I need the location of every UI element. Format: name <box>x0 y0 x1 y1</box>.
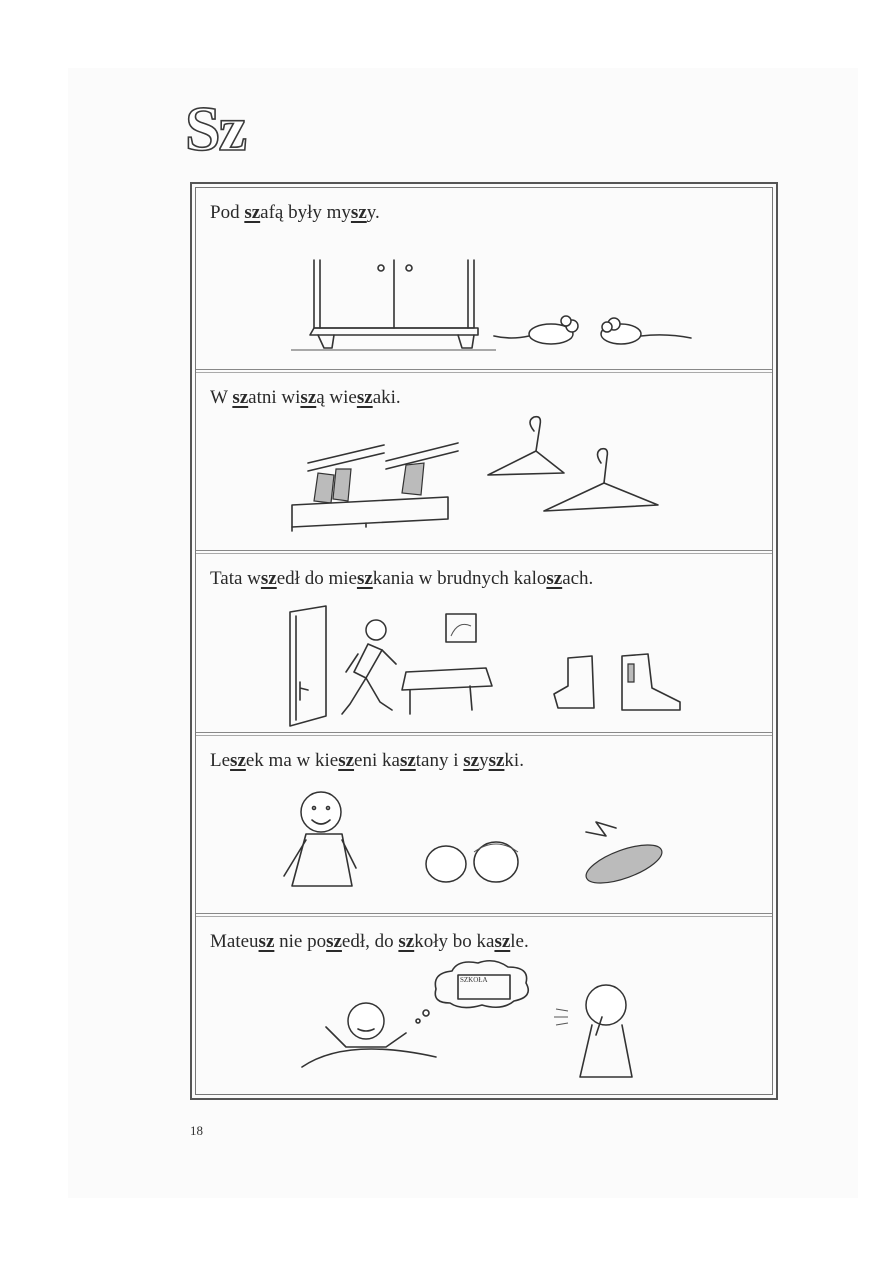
highlighted-sz: sz <box>356 568 373 589</box>
sentence-fragment: y <box>479 750 489 771</box>
highlighted-sz: sz <box>546 568 563 589</box>
boy-icon <box>284 792 356 886</box>
sentence-fragment: edł do mie <box>276 568 357 589</box>
sentence-fragment: ą wie <box>316 387 357 408</box>
school-sign-text: SZKOŁA <box>460 976 488 984</box>
panel-4 <box>196 736 772 914</box>
sentence-fragment: Le <box>210 750 231 771</box>
highlighted-sz: sz <box>338 750 355 771</box>
hanger-icon <box>488 417 564 475</box>
highlighted-sz: sz <box>356 387 373 408</box>
sentence-fragment: W <box>210 387 233 408</box>
highlighted-sz: sz <box>244 202 261 223</box>
highlighted-sz: sz <box>463 750 480 771</box>
highlighted-sz: sz <box>350 202 367 223</box>
walking-man-icon <box>342 620 396 714</box>
sentence-fragment: edł, do <box>341 931 399 952</box>
highlighted-sz: sz <box>232 387 249 408</box>
panel-3-illustration <box>196 554 776 732</box>
door-icon <box>290 606 326 726</box>
pine-cone-icon <box>582 822 667 891</box>
sentence-fragment: tany i <box>415 750 464 771</box>
picture-frame-icon <box>446 614 476 642</box>
mouse-icon <box>494 316 578 344</box>
sentence-fragment: atni wi <box>248 387 301 408</box>
highlighted-sz: sz <box>398 931 415 952</box>
panel-1-illustration <box>196 188 776 369</box>
sentence-fragment: koły bo ka <box>414 931 495 952</box>
sentence-fragment: aki. <box>372 387 401 408</box>
panel-2 <box>196 373 772 551</box>
sick-boy-icon <box>302 1003 436 1067</box>
page-number: 18 <box>190 1123 203 1138</box>
highlighted-sz: sz <box>300 387 317 408</box>
sentence-fragment: eni ka <box>354 750 400 771</box>
sentence-fragment: ach. <box>562 568 594 589</box>
page-heading: Sz <box>185 93 245 164</box>
sentence-fragment: Tata w <box>210 568 261 589</box>
highlighted-sz: sz <box>230 750 246 771</box>
sentence-fragment: nie po <box>274 931 327 952</box>
panel-1 <box>196 188 772 370</box>
sentence-fragment: y. <box>366 202 380 223</box>
mouse-icon <box>601 318 691 344</box>
chestnut-icon <box>426 842 518 882</box>
sentence-fragment: ek ma w kie <box>245 750 339 771</box>
highlighted-sz: sz <box>258 931 275 952</box>
table-icon <box>402 668 492 714</box>
exercise-frame-inner <box>195 187 773 1095</box>
coat-rack-icon <box>292 443 458 531</box>
panel-3 <box>196 554 772 733</box>
highlighted-sz: sz <box>260 568 277 589</box>
sentence-fragment: Pod <box>210 202 245 223</box>
hanger-icon <box>544 449 658 511</box>
sentence-fragment: Mateu <box>210 931 259 952</box>
exercise-frame <box>190 182 778 1100</box>
panel-5 <box>196 917 772 1098</box>
rubber-boots-icon <box>554 654 680 710</box>
sentence-fragment: ki. <box>504 750 524 771</box>
wardrobe-icon <box>291 260 496 350</box>
highlighted-sz: sz <box>399 750 416 771</box>
panel-2-illustration <box>196 373 776 550</box>
sentence-fragment: kania w brudnych kalo <box>372 568 547 589</box>
coughing-boy-icon <box>554 985 632 1077</box>
sentence-fragment: afą były my <box>260 202 351 223</box>
highlighted-sz: sz <box>494 931 511 952</box>
panel-4-illustration <box>196 736 776 913</box>
highlighted-sz: sz <box>488 750 505 771</box>
panel-5-illustration <box>196 917 776 1098</box>
school-thought-icon <box>416 961 528 1023</box>
highlighted-sz: sz <box>326 931 342 952</box>
sentence-fragment: le. <box>510 931 529 952</box>
